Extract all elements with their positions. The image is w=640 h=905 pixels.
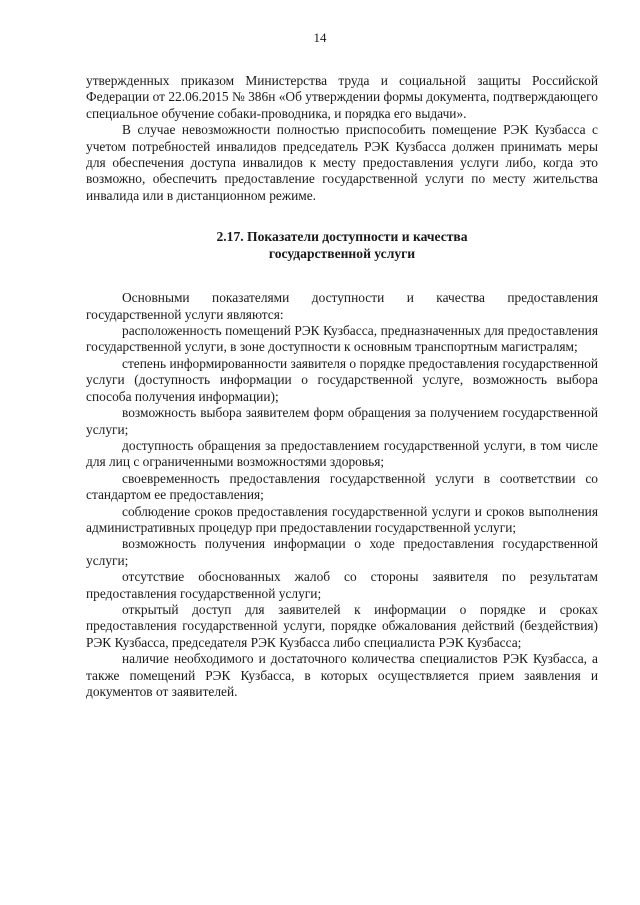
section-heading-line-1: 2.17. Показатели доступности и качества: [216, 229, 468, 245]
paragraph-main-indicators: Основными показателями доступности и качества предоставления государственной услуги являются:: [86, 290, 598, 322]
list-item-deadlines: соблюдение сроков предоставления государственной услуги и сроков выполнения административных процедур при предоставлении государственной услуги;: [86, 503, 598, 535]
list-item-form-choice: возможность выбора заявителем форм обращения за получением государственной услуги;: [86, 405, 598, 437]
page-number: 14: [313, 30, 327, 45]
list-item-timeliness: своевременность предоставления государственной услуги в соответствии со стандартом ее предоставления;: [86, 470, 598, 503]
section-heading: [86, 228, 598, 262]
list-item-access: доступность обращения за предоставлением государственной услуги, в том числе для лиц с ограниченными возможностями здоровья;: [86, 437, 598, 470]
list-item-no-complaints: отсутствие обоснованных жалоб со стороны заявителя по результатам предоставления государственной услуги;: [86, 569, 598, 601]
paragraph-continuation: утвержденных приказом Министерства труда и социальной защиты Российской Федерации от 22.06.2015 № 386н «Об утверждении формы документа, подтверждающего специальное обучение собаки-проводника, и порядка его выдачи».: [86, 73, 598, 121]
list-item-location: расположенность помещений РЭК Кузбасса, предназначенных для предоставления государственной услуги, в зоне доступности к основным транспортным магистралям;: [86, 323, 598, 355]
list-item-progress-info: возможность получения информации о ходе предоставления государственной услуги;: [86, 536, 598, 568]
document-body: [86, 73, 598, 700]
list-item-open-access: открытый доступ для заявителей к информации о порядке и сроках предоставления государственной услуги, порядке обжалования действий (бездействия) РЭК Кузбасса, председателя РЭК Кузбасса либо специалиста РЭК Кузбасса;: [86, 601, 598, 650]
list-item-informedness: степень информированности заявителя о порядке предоставления государственной услуги (доступность информации о государственной услуге, возможность выбора способа получения информации);: [86, 355, 598, 404]
paragraph-accessibility-measures: В случае невозможности полностью приспособить помещение РЭК Кузбасса с учетом потребностей инвалидов председатель РЭК Кузбасса должен принимать меры для обеспечения доступа инвалидов к месту предоставления услуги либо, когда это возможно, обеспечить предоставление государственной услуги по месту жительства инвалида или в дистанционном режиме.: [86, 122, 598, 203]
section-heading-line-2: государственной услуги: [268, 246, 416, 262]
list-item-staffing: наличие необходимого и достаточного количества специалистов РЭК Кузбасса, а также помещений РЭК Кузбасса, в которых осуществляется прием заявления и документов от заявителей.: [86, 651, 598, 699]
